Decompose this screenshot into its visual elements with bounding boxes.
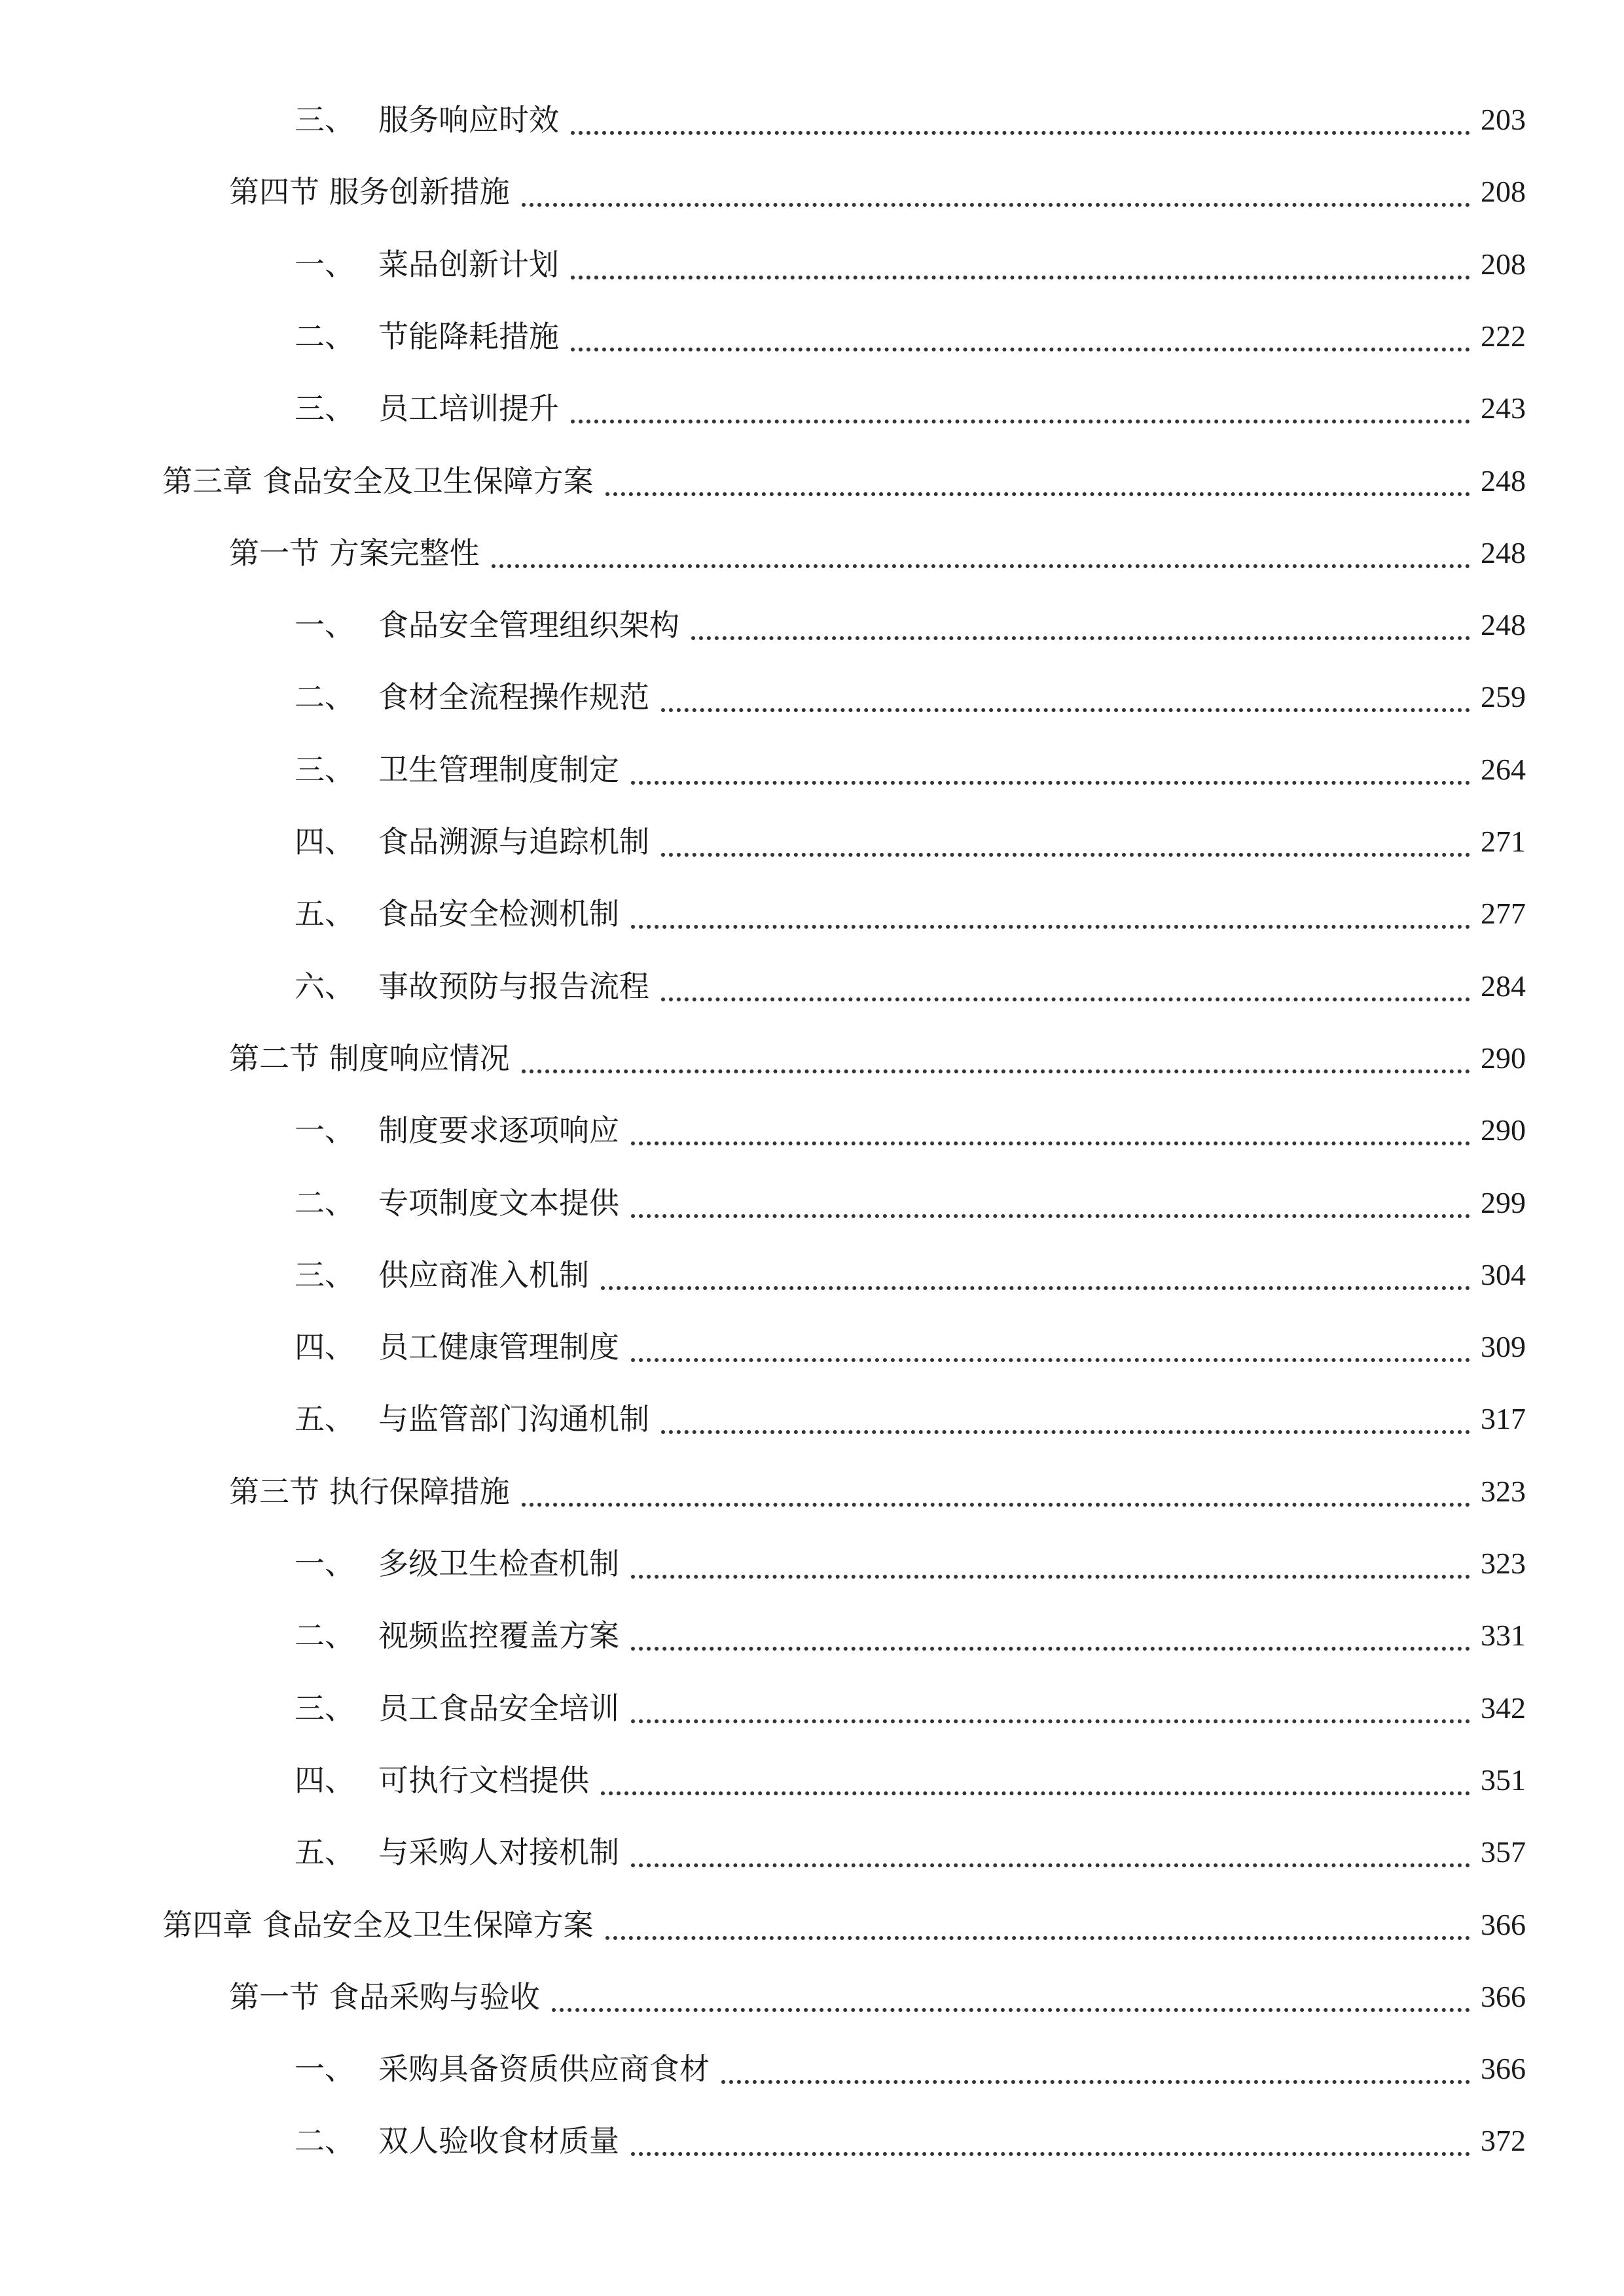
toc-entry[interactable]	[229, 162, 1526, 221]
toc-entry[interactable]	[295, 884, 1526, 943]
toc-entry-title	[295, 1174, 619, 1232]
toc-entry-title	[295, 668, 649, 726]
toc-entry-page-number: 299	[1481, 1186, 1526, 1219]
toc-entry-text: 第四章 食品安全及卫生保障方案	[162, 1907, 594, 1943]
toc-entry-text: 第二节 制度响应情况	[229, 1041, 510, 1076]
toc-entry-text: 节能降耗措施	[378, 319, 559, 354]
toc-entry-text: 多级卫生检查机制	[378, 1546, 619, 1581]
toc-entry[interactable]	[229, 524, 1526, 583]
dot-leader	[631, 1141, 1470, 1145]
toc-entry-page-number: 271	[1481, 825, 1526, 858]
toc-entry-title	[295, 1101, 619, 1160]
toc-entry-page-number: 222	[1481, 319, 1526, 353]
toc-entry-title	[295, 1823, 619, 1882]
toc-entry-title	[229, 524, 480, 583]
toc-entry-title	[295, 1318, 619, 1376]
toc-entry-text: 事故预防与报告流程	[378, 969, 649, 1004]
toc-entry-text: 可执行文档提供	[378, 1763, 589, 1798]
toc-entry[interactable]	[295, 379, 1526, 438]
toc-entry-page-number: 366	[1481, 1908, 1526, 1941]
dot-leader	[631, 1358, 1470, 1362]
dot-leader	[522, 1503, 1470, 1507]
dot-leader	[631, 1214, 1470, 1218]
toc-entry-number: 五、	[295, 1835, 355, 1870]
toc-entry-text: 第四节 服务创新措施	[229, 174, 510, 209]
dot-leader	[661, 708, 1470, 712]
toc-entry-text: 视频监控覆盖方案	[378, 1618, 619, 1653]
toc-entry[interactable]	[295, 1246, 1526, 1304]
toc-entry[interactable]	[295, 1823, 1526, 1882]
toc-entry[interactable]	[295, 1606, 1526, 1665]
toc-entry-text: 食品溯源与追踪机制	[378, 824, 649, 859]
toc-entry[interactable]	[295, 1174, 1526, 1232]
dot-leader	[721, 2080, 1470, 2084]
dot-leader	[631, 925, 1470, 929]
toc-entry-title	[295, 2111, 619, 2170]
toc-entry-text: 与监管部门沟通机制	[378, 1401, 649, 1437]
dot-leader	[631, 1863, 1470, 1867]
toc-entry-number: 一、	[295, 1546, 355, 1581]
toc-entry-text: 食品安全管理组织架构	[378, 607, 679, 643]
dot-leader	[492, 564, 1470, 568]
toc-entry-title	[229, 1967, 540, 2026]
toc-entry-text: 第三章 食品安全及卫生保障方案	[162, 463, 594, 499]
toc-entry-page-number: 372	[1481, 2124, 1526, 2157]
toc-entry-page-number: 323	[1481, 1475, 1526, 1508]
toc-entry-page-number: 351	[1481, 1763, 1526, 1797]
toc-entry[interactable]	[295, 596, 1526, 655]
toc-entry-number: 五、	[295, 1401, 355, 1437]
toc-entry-page-number: 290	[1481, 1041, 1526, 1075]
toc-entry-page-number: 304	[1481, 1258, 1526, 1291]
toc-entry-page-number: 248	[1481, 608, 1526, 641]
toc-entry-number: 一、	[295, 607, 355, 643]
toc-entry-number: 三、	[295, 391, 355, 426]
dot-leader	[631, 1575, 1470, 1579]
toc-entry-title	[295, 740, 619, 799]
toc-entry-text: 第三节 执行保障措施	[229, 1474, 510, 1509]
toc-entry-title	[295, 1534, 619, 1593]
toc-entry-page-number: 203	[1481, 103, 1526, 136]
dot-leader	[601, 1791, 1470, 1795]
toc-entry-text: 第一节 食品采购与验收	[229, 1979, 540, 2015]
toc-entry-title	[295, 2039, 710, 2098]
dot-leader	[661, 853, 1470, 857]
toc-entry-page-number: 331	[1481, 1619, 1526, 1652]
dot-leader	[552, 2008, 1470, 2012]
toc-entry-title	[295, 1606, 619, 1665]
toc-entry[interactable]	[295, 1101, 1526, 1160]
toc-entry-title	[295, 812, 649, 871]
toc-entry[interactable]	[295, 2039, 1526, 2098]
toc-entry-page-number: 248	[1481, 464, 1526, 497]
dot-leader	[571, 420, 1470, 423]
toc-entry-page-number: 366	[1481, 2052, 1526, 2085]
toc-entry-title	[295, 1390, 649, 1448]
toc-entry[interactable]	[229, 1462, 1526, 1521]
toc-entry-title	[295, 235, 559, 294]
toc-entry-title	[162, 1895, 594, 1954]
toc-entry-text: 员工食品安全培训	[378, 1691, 619, 1726]
toc-entry-text: 卫生管理制度制定	[378, 752, 619, 787]
dot-leader	[631, 2152, 1470, 2156]
toc-entry-text: 双人验收食材质量	[378, 2123, 619, 2159]
toc-entry-title	[229, 1029, 510, 1088]
dot-leader	[522, 1069, 1470, 1073]
toc-entry-text: 食品安全检测机制	[378, 896, 619, 931]
toc-entry-page-number: 284	[1481, 969, 1526, 1003]
toc-entry-number: 三、	[295, 1257, 355, 1293]
toc-entry[interactable]	[295, 957, 1526, 1016]
toc-entry-title	[229, 1462, 510, 1521]
dot-leader	[605, 492, 1470, 496]
toc-entry[interactable]	[295, 740, 1526, 799]
toc-entry-text: 供应商准入机制	[378, 1257, 589, 1293]
toc-entry-number: 五、	[295, 896, 355, 931]
toc-entry-title	[295, 884, 619, 943]
toc-entry-page-number: 208	[1481, 247, 1526, 281]
toc-entry[interactable]	[295, 2111, 1526, 2170]
toc-entry-page-number: 264	[1481, 753, 1526, 786]
dot-leader	[571, 348, 1470, 351]
toc-entry[interactable]	[229, 1967, 1526, 2026]
toc-entry-page-number: 208	[1481, 175, 1526, 208]
toc-entry-page-number: 248	[1481, 536, 1526, 569]
toc-entry-text: 制度要求逐项响应	[378, 1113, 619, 1148]
toc-entry-title	[229, 162, 510, 221]
toc-entry-page-number: 323	[1481, 1547, 1526, 1580]
toc-entry[interactable]	[162, 1895, 1526, 1954]
toc-entry-number: 二、	[295, 319, 355, 354]
toc-entry-title	[295, 1679, 619, 1738]
toc-entry-text: 采购具备资质供应商食材	[378, 2051, 710, 2087]
toc-entry[interactable]	[295, 812, 1526, 871]
toc-entry-page-number: 243	[1481, 391, 1526, 425]
toc-entry-title	[295, 307, 559, 366]
toc-entry-number: 四、	[295, 824, 355, 859]
toc-entry[interactable]	[295, 307, 1526, 366]
toc-entry-number: 二、	[295, 679, 355, 715]
toc-entry[interactable]	[295, 1390, 1526, 1448]
toc-entry-title	[295, 596, 679, 655]
toc-entry-title	[295, 379, 559, 438]
toc-entry-title	[295, 1751, 589, 1810]
toc-entry-number: 一、	[295, 247, 355, 282]
toc-entry-number: 三、	[295, 1691, 355, 1726]
toc-entry-page-number: 290	[1481, 1113, 1526, 1147]
dot-leader	[605, 1936, 1470, 1940]
dot-leader	[661, 997, 1470, 1001]
toc-entry[interactable]	[295, 90, 1526, 149]
dot-leader	[571, 131, 1470, 135]
toc-entry-number: 四、	[295, 1329, 355, 1365]
toc-entry-page-number: 366	[1481, 1980, 1526, 2013]
toc-entry-number: 三、	[295, 752, 355, 787]
dot-leader	[631, 781, 1470, 785]
toc-entry-text: 食材全流程操作规范	[378, 679, 649, 715]
toc-entry-number: 二、	[295, 2123, 355, 2159]
toc-entry[interactable]	[295, 1318, 1526, 1376]
dot-leader	[571, 276, 1470, 279]
toc-entry-text: 专项制度文本提供	[378, 1185, 619, 1221]
toc-entry-number: 三、	[295, 102, 355, 137]
toc-entry-title	[295, 1246, 589, 1304]
toc-entry-number: 二、	[295, 1618, 355, 1653]
toc-entry[interactable]	[229, 1029, 1526, 1088]
toc-entry-page-number: 277	[1481, 897, 1526, 930]
dot-leader	[631, 1647, 1470, 1651]
toc-entry-text: 员工培训提升	[378, 391, 559, 426]
toc-entry[interactable]	[162, 452, 1526, 511]
toc-entry-text: 第一节 方案完整性	[229, 535, 480, 571]
toc-entry-page-number: 357	[1481, 1835, 1526, 1869]
toc-entry-page-number: 317	[1481, 1402, 1526, 1435]
toc-entry[interactable]	[295, 1679, 1526, 1738]
toc-entry-page-number: 309	[1481, 1330, 1526, 1363]
dot-leader	[691, 636, 1470, 640]
toc-entry-number: 一、	[295, 2051, 355, 2087]
toc-entry-text: 菜品创新计划	[378, 247, 559, 282]
toc-entry-title	[162, 452, 594, 511]
toc-entry-text: 与采购人对接机制	[378, 1835, 619, 1870]
toc-entry[interactable]	[295, 1534, 1526, 1593]
dot-leader	[661, 1430, 1470, 1434]
toc-entry[interactable]	[295, 235, 1526, 294]
dot-leader	[601, 1286, 1470, 1290]
toc-entry-title	[295, 957, 649, 1016]
toc-entry-number: 一、	[295, 1113, 355, 1148]
toc-entry-number: 四、	[295, 1763, 355, 1798]
toc-entry-number: 二、	[295, 1185, 355, 1221]
toc-entry-title	[295, 90, 559, 149]
dot-leader	[631, 1719, 1470, 1723]
toc-entry-text: 员工健康管理制度	[378, 1329, 619, 1365]
toc-entry-page-number: 342	[1481, 1691, 1526, 1725]
toc-entry-page-number: 259	[1481, 680, 1526, 713]
toc-entry-text: 服务响应时效	[378, 102, 559, 137]
toc-entry[interactable]	[295, 668, 1526, 726]
dot-leader	[522, 203, 1470, 207]
toc-entry[interactable]	[295, 1751, 1526, 1810]
toc-entry-number: 六、	[295, 969, 355, 1004]
